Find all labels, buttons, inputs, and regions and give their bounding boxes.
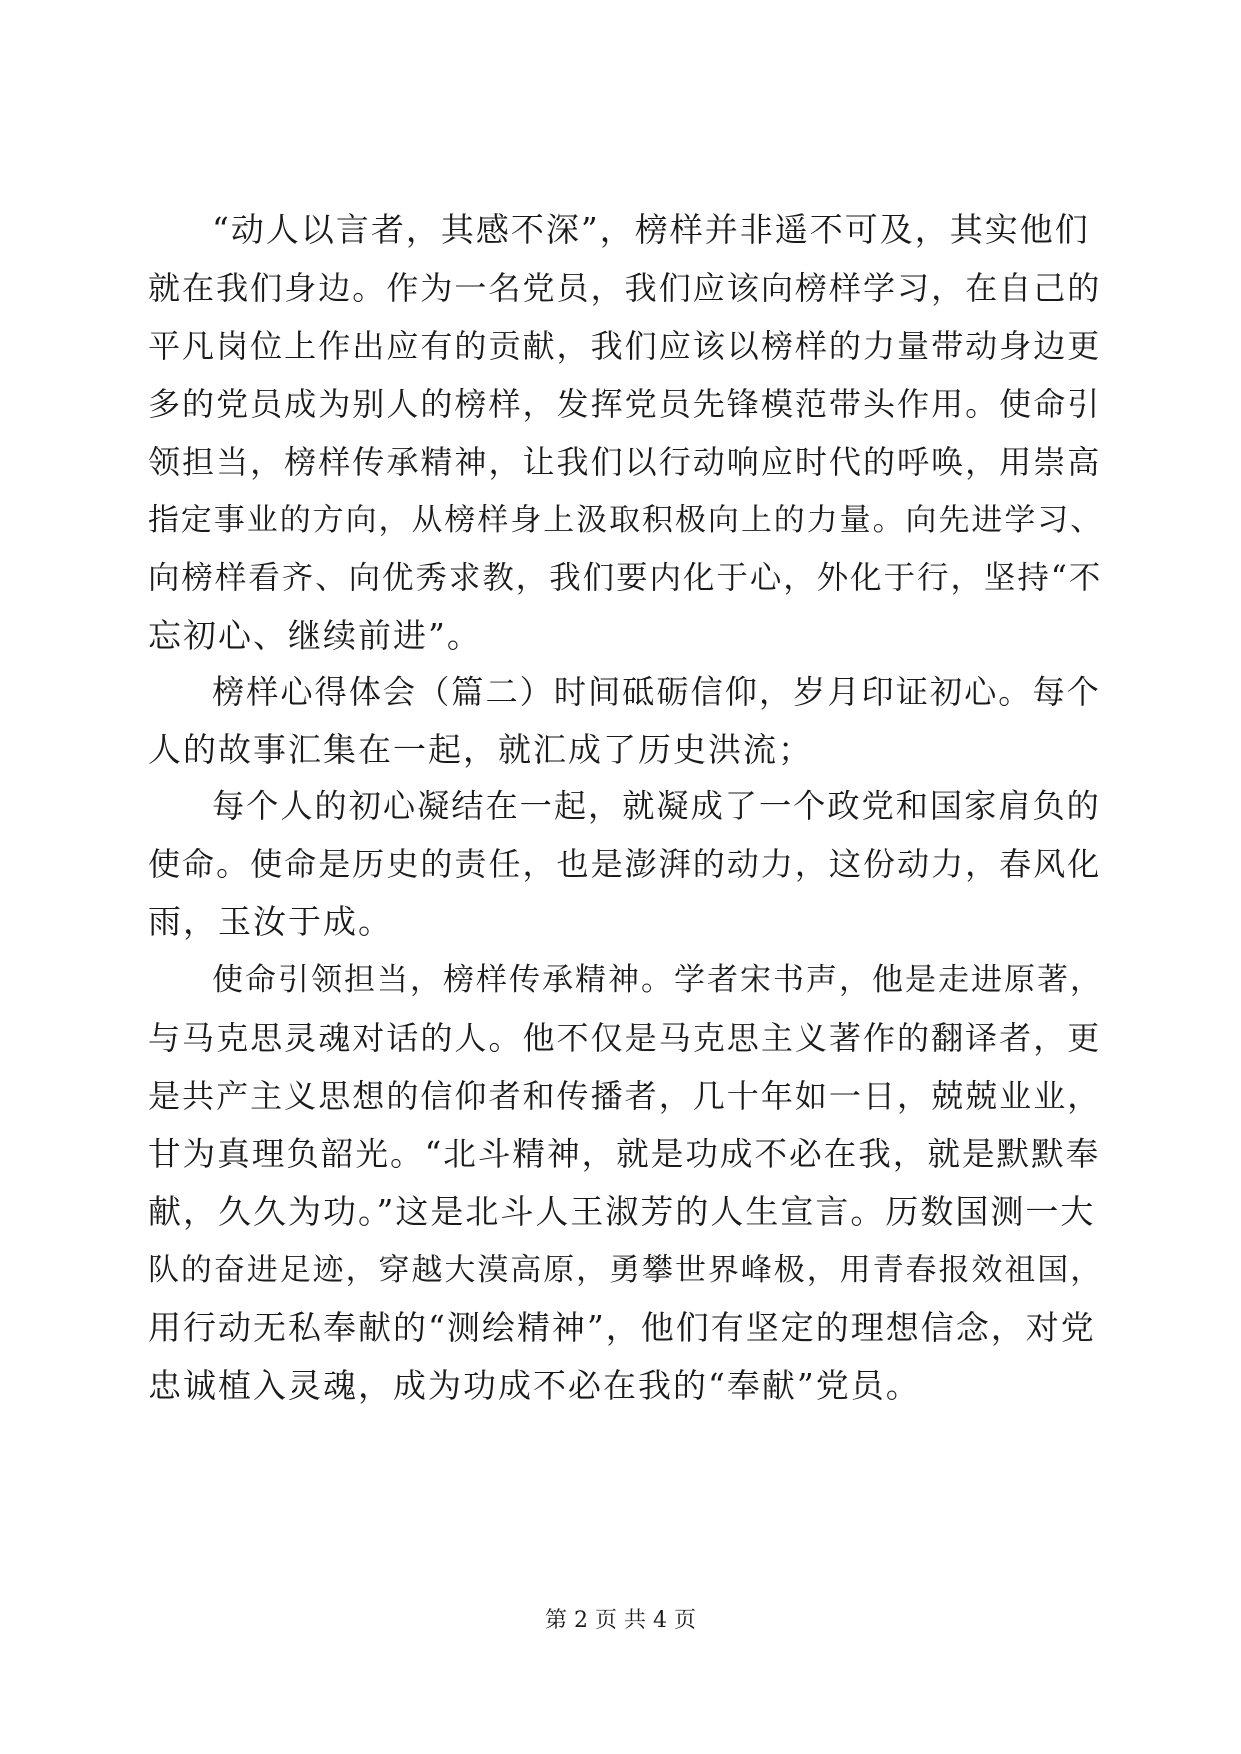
text-line-11: 每个人的初心凝结在一起，就凝成了一个政党和国家肩负的 xyxy=(212,787,1101,825)
text-line-1: “动人以言者，其感不深”，榜样并非遥不可及，其实他们 xyxy=(212,210,1090,249)
text-line-18: 献，久久为功。”这是北斗人王淑芳的人生宣言。历数国测一大 xyxy=(148,1192,1096,1231)
text-line-19: 队的奋进足迹，穿越大漠高原，勇攀世界峰极，用青春报效祖国， xyxy=(148,1252,1104,1288)
text-line-8: 忘初心、继续前进”。 xyxy=(148,616,482,655)
text-line-15: 与马克思灵魂对话的人。他不仅是马克思主义著作的翻译者，更 xyxy=(148,1019,1102,1057)
text-line-5: 领担当，榜样传承精神，让我们以行动响应时代的呼唤，用崇高 xyxy=(148,443,1102,481)
text-line-14: 使命引领担当，榜样传承精神。学者宋书声，他是走进原著， xyxy=(212,962,1103,998)
page-footer: 第 2 页 共 4 页 xyxy=(545,1608,696,1633)
text-line-16: 是共产主义思想的信仰者和传播者，几十年如一日，兢兢业业， xyxy=(148,1077,1102,1115)
text-line-17: 甘为真理负韶光。“北斗精神，就是功成不必在我，就是默默奉 xyxy=(148,1135,1101,1173)
text-line-10: 人的故事汇集在一起，就汇成了历史洪流； xyxy=(148,730,813,769)
text-line-9: 榜样心得体会（篇二）时间砥砺信仰，岁月印证初心。每个 xyxy=(212,673,1101,711)
text-line-21: 忠诚植入灵魂，成为功成不必在我的“奉献”党员。 xyxy=(148,1366,921,1405)
text-line-6: 指定事业的方向，从榜样身上汲取积极向上的力量。向先进学习、 xyxy=(148,502,1104,538)
text-line-4: 多的党员成为别人的榜样，发挥党员先锋模范带头作用。使命引 xyxy=(148,385,1102,423)
text-line-12: 使命。使命是历史的责任，也是澎湃的动力，这份动力，春风化 xyxy=(148,845,1102,883)
text-line-13: 雨，玉汝于成。 xyxy=(148,902,393,941)
text-line-7: 向榜样看齐、向优秀求教，我们要内化于心，外化于行，坚持“不 xyxy=(148,560,1103,596)
text-line-3: 平凡岗位上作出应有的贡献，我们应该以榜样的力量带动身边更 xyxy=(148,327,1102,365)
text-line-20: 用行动无私奉献的“测绘精神”，他们有坚定的理想信念，对党 xyxy=(148,1308,1096,1347)
text-line-2: 就在我们身边。作为一名党员，我们应该向榜样学习，在自己的 xyxy=(148,269,1102,307)
